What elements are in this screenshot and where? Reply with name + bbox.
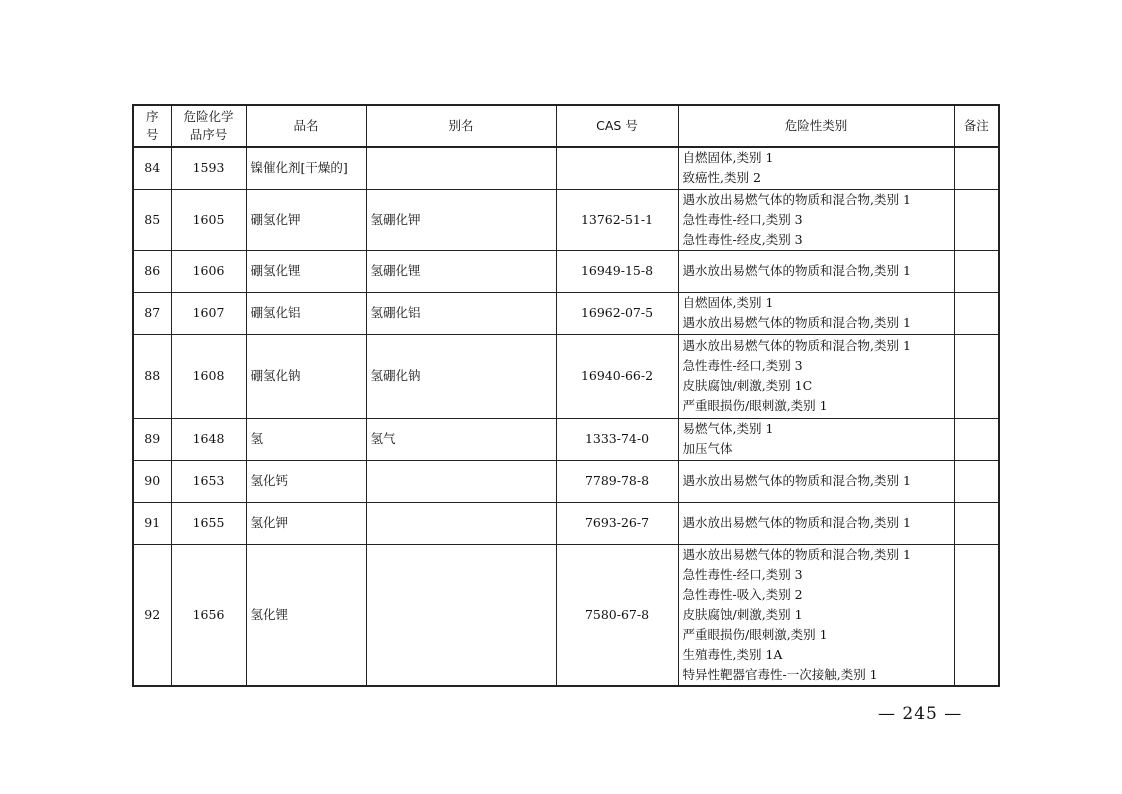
cell-hazard <box>678 418 954 460</box>
hazardous-chemicals-table <box>132 104 1000 687</box>
cell-cas: 16949-15-8 <box>556 250 678 292</box>
cell-alias <box>366 147 556 189</box>
header-chem-no-line2: 品序号 <box>189 127 228 142</box>
cell-remark <box>954 147 999 189</box>
table-row <box>133 292 999 334</box>
cell-alias <box>366 502 556 544</box>
cell-name: 氢 <box>246 418 366 460</box>
header-chem-no <box>171 105 246 147</box>
cell-remark <box>954 418 999 460</box>
header-alias: 别名 <box>366 105 556 147</box>
cell-seq: 92 <box>133 544 171 686</box>
cell-hazard <box>678 292 954 334</box>
cell-remark <box>954 460 999 502</box>
cell-alias: 氢硼化锂 <box>366 250 556 292</box>
hazard-line: 自燃固体,类别 1 <box>682 295 774 310</box>
table-row <box>133 147 999 189</box>
hazard-line: 急性毒性-经皮,类别 3 <box>682 231 803 247</box>
cell-name: 硼氢化锂 <box>246 250 366 292</box>
hazard-line: 急性毒性-吸入,类别 2 <box>682 586 803 602</box>
table-row <box>133 334 999 418</box>
cell-chem-no: 1656 <box>171 544 246 686</box>
cell-cas: 16940-66-2 <box>556 334 678 418</box>
table-row <box>133 460 999 502</box>
cell-seq: 88 <box>133 334 171 418</box>
hazard-line: 遇水放出易燃气体的物质和混合物,类别 1 <box>682 191 911 207</box>
header-hazard: 危险性类别 <box>678 105 954 147</box>
header-chem-no-line1: 危险化学 <box>183 109 234 124</box>
cell-hazard <box>678 147 954 189</box>
cell-seq: 85 <box>133 189 171 250</box>
cell-name: 硼氢化钠 <box>246 334 366 418</box>
cell-chem-no: 1655 <box>171 502 246 544</box>
cell-remark <box>954 189 999 250</box>
table-row <box>133 502 999 544</box>
hazard-line: 遇水放出易燃气体的物质和混合物,类别 1 <box>682 315 911 330</box>
hazard-line: 易燃气体,类别 1 <box>682 421 774 436</box>
cell-alias: 氢硼化钠 <box>366 334 556 418</box>
cell-hazard <box>678 502 954 544</box>
cell-hazard <box>678 189 954 250</box>
cell-remark <box>954 544 999 686</box>
cell-cas: 7693-26-7 <box>556 502 678 544</box>
hazard-line: 遇水放出易燃气体的物质和混合物,类别 1 <box>682 338 911 353</box>
hazard-line: 急性毒性-经口,类别 3 <box>682 566 803 582</box>
cell-hazard <box>678 460 954 502</box>
cell-hazard <box>678 250 954 292</box>
hazard-line: 遇水放出易燃气体的物质和混合物,类别 1 <box>682 473 911 488</box>
page-number: — 245 — <box>878 704 963 724</box>
cell-name: 硼氢化钾 <box>246 189 366 250</box>
cell-alias: 氢硼化铝 <box>366 292 556 334</box>
cell-seq: 91 <box>133 502 171 544</box>
header-seq-line2: 号 <box>145 127 159 142</box>
cell-hazard <box>678 544 954 686</box>
hazard-line: 急性毒性-经口,类别 3 <box>682 211 803 227</box>
hazard-line: 急性毒性-经口,类别 3 <box>682 358 803 373</box>
table-row <box>133 189 999 250</box>
table-row <box>133 418 999 460</box>
cell-chem-no: 1653 <box>171 460 246 502</box>
table-row <box>133 250 999 292</box>
hazard-line: 特异性靶器官毒性-一次接触,类别 1 <box>682 666 878 682</box>
cell-remark <box>954 292 999 334</box>
table-row <box>133 544 999 686</box>
cell-seq: 90 <box>133 460 171 502</box>
header-seq-line1: 序 <box>145 109 159 124</box>
cell-seq: 84 <box>133 147 171 189</box>
cell-chem-no: 1607 <box>171 292 246 334</box>
hazard-line: 严重眼损伤/眼刺激,类别 1 <box>682 626 828 642</box>
header-cas: CAS 号 <box>556 105 678 147</box>
cell-name: 硼氢化铝 <box>246 292 366 334</box>
cell-seq: 89 <box>133 418 171 460</box>
header-remark: 备注 <box>954 105 999 147</box>
cell-cas <box>556 147 678 189</box>
cell-seq: 87 <box>133 292 171 334</box>
cell-hazard <box>678 334 954 418</box>
hazard-line: 加压气体 <box>682 441 733 456</box>
hazard-line: 生殖毒性,类别 1A <box>682 646 783 662</box>
cell-remark <box>954 334 999 418</box>
cell-remark <box>954 250 999 292</box>
cell-cas: 7789-78-8 <box>556 460 678 502</box>
hazard-line: 遇水放出易燃气体的物质和混合物,类别 1 <box>682 515 911 530</box>
header-seq <box>133 105 171 147</box>
cell-chem-no: 1593 <box>171 147 246 189</box>
cell-alias: 氢气 <box>366 418 556 460</box>
cell-cas: 16962-07-5 <box>556 292 678 334</box>
hazard-line: 皮肤腐蚀/刺激,类别 1 <box>682 606 803 622</box>
hazard-line: 皮肤腐蚀/刺激,类别 1C <box>682 378 813 393</box>
cell-remark <box>954 502 999 544</box>
cell-cas: 7580-67-8 <box>556 544 678 686</box>
cell-chem-no: 1608 <box>171 334 246 418</box>
hazard-line: 遇水放出易燃气体的物质和混合物,类别 1 <box>682 263 911 278</box>
cell-chem-no: 1605 <box>171 189 246 250</box>
cell-alias <box>366 460 556 502</box>
hazard-line: 遇水放出易燃气体的物质和混合物,类别 1 <box>682 546 911 562</box>
header-name: 品名 <box>246 105 366 147</box>
table-header-row <box>133 105 999 147</box>
hazard-table-container <box>132 104 998 687</box>
cell-name: 镍催化剂[干燥的] <box>246 147 366 189</box>
hazard-line: 严重眼损伤/眼刺激,类别 1 <box>682 398 828 413</box>
cell-chem-no: 1648 <box>171 418 246 460</box>
cell-seq: 86 <box>133 250 171 292</box>
cell-cas: 13762-51-1 <box>556 189 678 250</box>
hazard-line: 致癌性,类别 2 <box>682 170 761 186</box>
cell-alias <box>366 544 556 686</box>
cell-alias: 氢硼化钾 <box>366 189 556 250</box>
cell-name: 氢化锂 <box>246 544 366 686</box>
table-body <box>133 147 999 686</box>
cell-name: 氢化钾 <box>246 502 366 544</box>
cell-name: 氢化钙 <box>246 460 366 502</box>
cell-chem-no: 1606 <box>171 250 246 292</box>
hazard-line: 自燃固体,类别 1 <box>682 150 774 166</box>
cell-cas: 1333-74-0 <box>556 418 678 460</box>
